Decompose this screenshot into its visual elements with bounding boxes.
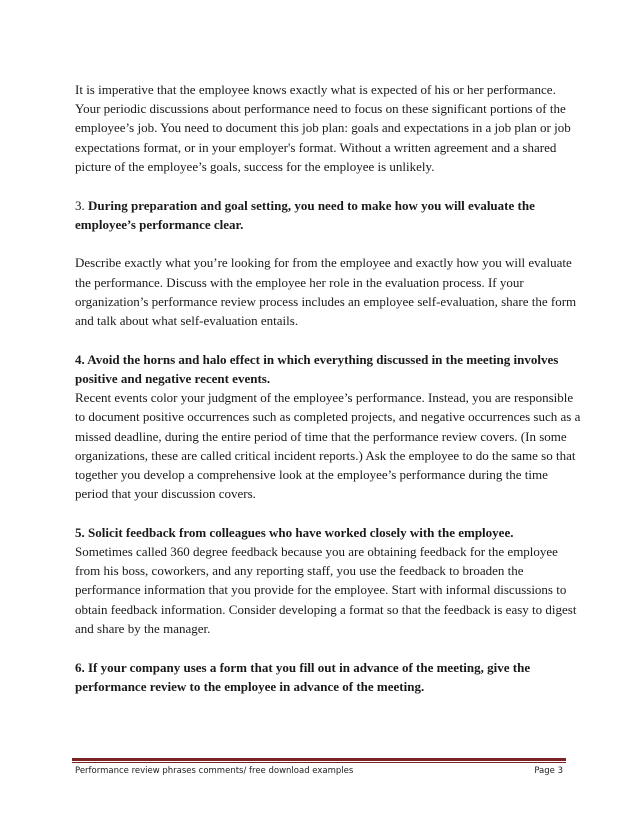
paragraph-evaluation	[75, 253, 577, 330]
text-line: and share by the manager.	[75, 620, 211, 636]
text-line: period that your discussion covers.	[75, 486, 256, 502]
footer-title: Performance review phrases comments/ free download examples	[75, 766, 354, 776]
section-5	[75, 523, 577, 638]
text-line: It is imperative that the employee knows exactly what is expected of his or her performance.	[75, 82, 556, 97]
section-6-heading	[75, 658, 569, 696]
section-3-heading	[75, 196, 569, 234]
text-line: missed deadline, during the entire period of time that the performance review covers. (In some	[75, 428, 567, 444]
text-line: from his boss, coworkers, and any reporting staff, you use the feedback to broaden the	[75, 563, 524, 579]
paragraph-job-plan	[75, 80, 569, 176]
text-line: Describe exactly what you’re looking for from the employee and exactly how you will evaluate	[75, 255, 572, 271]
section-number: 3.	[75, 197, 88, 213]
text-line: organization’s performance review process includes an employee self-evaluation, share the form	[75, 293, 577, 309]
text-line: obtain feedback information. Consider developing a format so that the feedback is easy to digest	[75, 601, 577, 617]
section-4	[75, 350, 581, 504]
footer-divider	[72, 758, 566, 761]
text-line: and talk about what self-evaluation entails.	[75, 313, 299, 329]
heading-line	[75, 196, 569, 215]
text-line: Recent events color your judgment of the employee’s performance. Instead, you are responsible	[75, 390, 574, 406]
text-line: organizations, these are called critical incident reports.) Ask the employee to do the same so that	[75, 447, 576, 463]
heading-text: During preparation and goal setting, you need to make how you will evaluate the	[88, 197, 535, 213]
text-line: to document positive occurrences such as completed projects, and negative occurrences such as a	[75, 409, 581, 425]
text-line: Your periodic discussions about performance need to focus on these significant portions of the	[75, 101, 566, 117]
page-number: Page 3	[534, 766, 563, 776]
footer-divider-thin	[72, 762, 566, 763]
text-line: performance information that you provide for the employee. Start with informal discussions to	[75, 582, 567, 598]
heading-line: 5. Solicit feedback from colleagues who have worked closely with the employee.	[75, 524, 514, 540]
text-line: Sometimes called 360 degree feedback because you are obtaining feedback for the employee	[75, 544, 558, 560]
text-line: together you develop a comprehensive look at the employee’s performance during the time	[75, 466, 548, 482]
page-footer	[75, 766, 563, 776]
text-line: picture of the employee’s goals, success for the employee is unlikely.	[75, 158, 435, 174]
heading-line: performance review to the employee in advance of the meeting.	[75, 678, 425, 694]
page-content	[75, 80, 581, 715]
heading-line: employee’s performance clear.	[75, 216, 244, 232]
text-line: the performance. Discuss with the employee her role in the evaluation process. If your	[75, 274, 524, 290]
heading-line: positive and negative recent events.	[75, 370, 271, 386]
text-line: expectations format, or in your employer's format. Without a written agreement and a shared	[75, 139, 557, 155]
text-line: employee’s job. You need to document this job plan: goals and expectations in a job plan or job	[75, 120, 571, 136]
heading-line: 6. If your company uses a form that you fill out in advance of the meeting, give the	[75, 659, 531, 675]
heading-line: 4. Avoid the horns and halo effect in which everything discussed in the meeting involves	[75, 351, 559, 367]
